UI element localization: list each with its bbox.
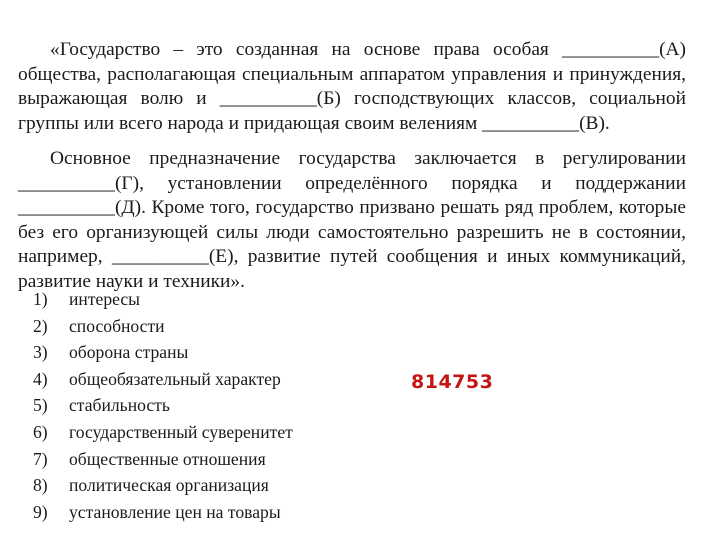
option-label: интересы (69, 289, 141, 309)
option-label: стабильность (69, 395, 170, 416)
option-item (33, 313, 293, 340)
paragraph-1: «Государство – это созданная на основе права особая __________(А) общества, располагающая специальным аппаратом управления и принуждения, выражающая волю и __________(Б) господствующих классов, социальной группы или всего народа и придающая своим велениям __________(В). (18, 39, 686, 134)
option-number: 3) (33, 342, 48, 363)
option-number: 1) (33, 289, 48, 309)
option-item (33, 366, 293, 393)
option-label: политическая организация (69, 475, 269, 496)
option-label: способности (69, 315, 165, 336)
option-label: государственный суверенитет (69, 421, 293, 442)
option-item (33, 392, 293, 419)
option-label: общеобязательный характер (69, 368, 281, 389)
option-number: 2) (33, 315, 48, 336)
option-label: оборона страны (69, 342, 189, 363)
option-number: 6) (33, 421, 48, 442)
option-item (33, 286, 293, 313)
option-number: 8) (33, 475, 48, 496)
option-label: общественные отношения (69, 448, 266, 469)
option-item (33, 339, 293, 366)
option-number: 7) (33, 448, 48, 469)
option-number: 4) (33, 368, 48, 389)
option-item (33, 419, 293, 446)
option-label: установление цен на товары (69, 501, 281, 522)
option-number: 5) (33, 395, 48, 416)
option-item (33, 446, 293, 473)
option-number: 9) (33, 501, 48, 522)
paragraph-2: Основное предназначение государства заключается в регулировании __________(Г), установлении определённого порядка и поддержании __________(Д). Кроме того, государство призвано решать ряд проблем, которые без его организующей силы люди самостоятельно разрешить не в состоянии, например, __________(Е), развитие путей сообщения и иных коммуникаций, развитие науки и техники». (18, 148, 686, 292)
option-item (33, 472, 293, 499)
option-item (33, 499, 293, 526)
answer-code: 814753 (411, 371, 494, 393)
options-list (33, 286, 293, 525)
